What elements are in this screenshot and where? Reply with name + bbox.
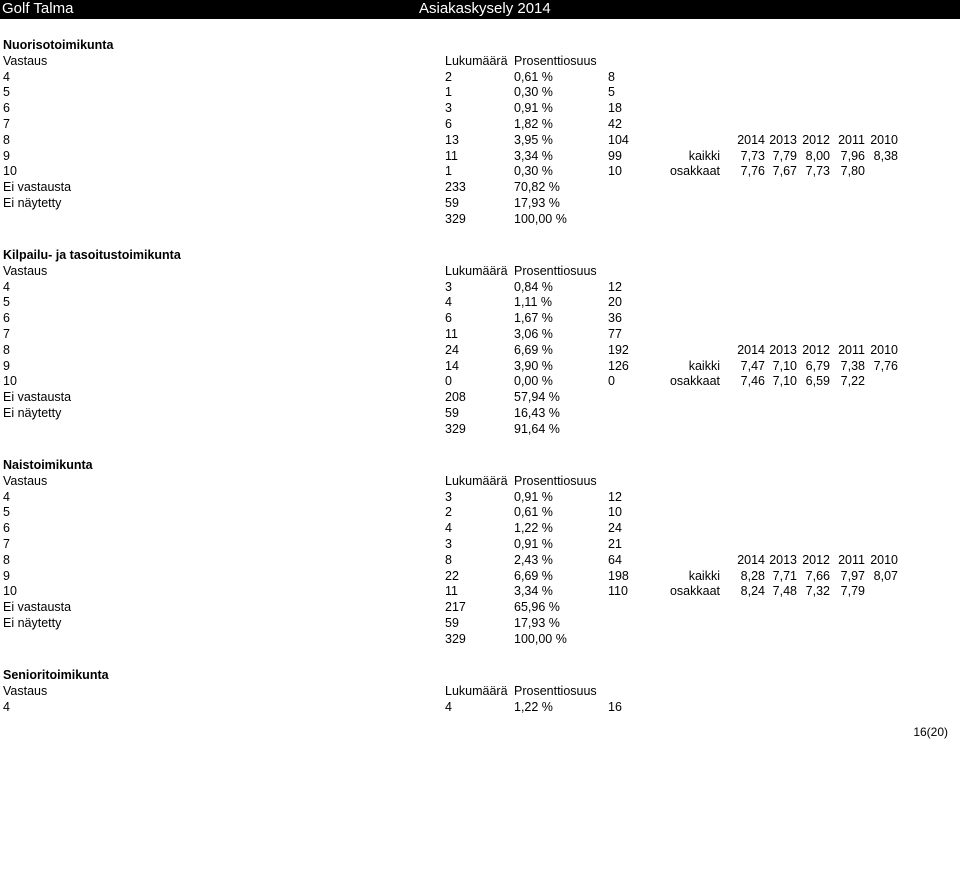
score-sum-cell: 18 [608,101,622,116]
year-header-cell: 2011 [838,132,865,147]
percent-cell: 6,69 % [514,568,553,583]
header-vastaus: Vastaus [3,263,48,278]
year-header-cell: 2011 [838,342,865,357]
header-vastaus: Vastaus [3,473,48,488]
table-row [0,280,960,296]
answer-cell: 6 [3,521,10,536]
count-cell: 233 [445,180,466,195]
count-cell: 14 [445,358,459,373]
table-row [0,600,960,616]
average-cell: 7,96 [840,148,865,163]
table-row [0,374,960,390]
table-row [0,505,960,521]
column-header-row [0,54,960,70]
header-lukumaara: Lukumäärä [445,53,508,68]
table-row [0,196,960,212]
percent-cell: 0,30 % [514,85,553,100]
table-row [0,85,960,101]
count-cell: 22 [445,568,459,583]
answer-cell: Ei vastausta [3,390,72,405]
column-header-row [0,474,960,490]
average-cell: 7,80 [840,164,865,179]
answer-cell: 6 [3,311,10,326]
header-prosenttiosuus: Prosenttiosuus [514,683,597,698]
section-title: Naistoimikunta [3,458,93,472]
column-header-row [0,684,960,700]
count-cell: 4 [445,521,452,536]
count-cell: 6 [445,311,452,326]
score-sum-cell: 10 [608,505,622,520]
table-row [0,700,960,716]
answer-cell: 8 [3,132,10,147]
table-row [0,327,960,343]
score-sum-cell: 12 [608,279,622,294]
table-row [0,632,960,648]
year-header-cell: 2012 [802,552,830,567]
percent-cell: 91,64 % [514,421,560,436]
score-sum-cell: 20 [608,295,622,310]
count-cell: 2 [445,69,452,84]
year-header-cell: 2014 [737,342,765,357]
score-sum-cell: 0 [608,374,615,389]
percent-cell: 0,61 % [514,505,553,520]
answer-cell: Ei näytetty [3,616,62,630]
table-row [0,70,960,86]
count-cell: 11 [445,148,458,163]
answer-cell: 10 [3,584,17,599]
table-row [0,553,960,569]
score-sum-cell: 36 [608,311,622,326]
answer-cell: 9 [3,568,10,583]
average-cell: 7,32 [805,584,830,599]
table-row [0,133,960,149]
average-cell: 7,22 [840,374,865,389]
score-sum-cell: 8 [608,69,615,84]
count-cell: 11 [445,327,458,341]
count-cell: 8 [445,552,452,567]
table-row [0,521,960,537]
answer-cell: 5 [3,295,10,310]
count-cell: 3 [445,279,452,294]
score-sum-cell: 110 [608,584,628,599]
year-header-cell: 2014 [737,552,765,567]
percent-cell: 0,84 % [514,279,553,294]
score-sum-cell: 192 [608,342,629,357]
header-vastaus: Vastaus [3,53,48,68]
table-row [0,569,960,585]
average-cell: 7,38 [840,358,865,373]
percent-cell: 3,95 % [514,132,553,147]
year-header-cell: 2013 [769,132,797,147]
count-cell: 59 [445,616,459,630]
count-cell: 24 [445,342,459,357]
percent-cell: 0,00 % [514,374,553,389]
percent-cell: 100,00 % [514,631,567,646]
count-cell: 13 [445,132,459,147]
top-bar [0,0,960,19]
section-title: Senioritoimikunta [3,668,109,682]
score-sum-cell: 77 [608,327,622,341]
year-header-cell: 2010 [870,552,898,567]
average-cell: 7,73 [740,148,765,163]
table-row [0,212,960,228]
year-header-cell: 2014 [737,132,765,147]
count-cell: 4 [445,699,452,714]
count-cell: 1 [445,164,452,179]
average-cell: 7,67 [772,164,797,179]
percent-cell: 1,67 % [514,311,553,326]
percent-cell: 3,34 % [514,584,553,599]
average-cell: 8,38 [873,148,898,163]
answer-cell: 5 [3,505,10,520]
group-label-kaikki: kaikki [688,358,720,373]
score-sum-cell: 24 [608,521,622,536]
percent-cell: 0,91 % [514,101,553,116]
score-sum-cell: 64 [608,552,622,567]
table-row [0,101,960,117]
count-cell: 217 [445,600,466,615]
table-row [0,164,960,180]
section-title: Kilpailu- ja tasoitustoimikunta [3,248,181,262]
count-cell: 6 [445,117,452,131]
average-cell: 7,71 [772,568,797,583]
percent-cell: 1,22 % [514,521,553,536]
answer-cell: Ei näytetty [3,196,62,210]
year-header-cell: 2012 [802,342,830,357]
count-cell: 329 [445,421,466,436]
percent-cell: 1,22 % [514,699,553,714]
table-row [0,180,960,196]
answer-cell: Ei vastausta [3,180,72,195]
score-sum-cell: 12 [608,489,622,504]
average-cell: 8,28 [740,568,765,583]
percent-cell: 1,11 % [514,295,552,310]
percent-cell: 2,43 % [514,552,553,567]
answer-cell: 4 [3,489,10,504]
score-sum-cell: 16 [608,699,622,714]
table-row [0,149,960,165]
answer-cell: 9 [3,148,10,163]
answer-cell: 5 [3,85,10,100]
year-header-cell: 2010 [870,342,898,357]
table-row [0,422,960,438]
table-row [0,490,960,506]
table-row [0,295,960,311]
header-lukumaara: Lukumäärä [445,683,508,698]
year-header-cell: 2013 [769,342,797,357]
average-cell: 7,76 [873,358,898,373]
percent-cell: 65,96 % [514,600,560,615]
count-cell: 4 [445,295,452,310]
average-cell: 7,76 [740,164,765,179]
average-cell: 7,97 [840,568,865,583]
answer-cell: Ei näytetty [3,406,62,420]
app-title: Golf Talma [2,0,74,17]
survey-section [0,248,960,458]
percent-cell: 3,06 % [514,327,553,341]
count-cell: 2 [445,505,452,520]
answer-cell: 6 [3,101,10,116]
average-cell: 6,79 [805,358,830,373]
group-label-osakkaat: osakkaat [669,374,720,389]
answer-cell: 4 [3,279,10,294]
percent-cell: 17,93 % [514,196,560,210]
score-sum-cell: 126 [608,358,629,373]
average-cell: 7,10 [772,374,797,389]
average-cell: 7,47 [740,358,765,373]
answer-cell: 10 [3,374,17,389]
answer-cell: 7 [3,117,10,131]
year-header-cell: 2013 [769,552,797,567]
header-prosenttiosuus: Prosenttiosuus [514,263,597,278]
count-cell: 3 [445,489,452,504]
score-sum-cell: 21 [608,537,622,551]
count-cell: 208 [445,390,466,405]
table-row [0,117,960,133]
header-prosenttiosuus: Prosenttiosuus [514,53,597,68]
average-cell: 7,79 [840,584,865,599]
percent-cell: 17,93 % [514,616,560,630]
table-row [0,359,960,375]
answer-cell: 4 [3,69,10,84]
group-label-osakkaat: osakkaat [669,164,720,179]
year-header-cell: 2012 [802,132,830,147]
table-row [0,616,960,632]
count-cell: 329 [445,631,466,646]
page-number: 16(20) [913,725,948,739]
score-sum-cell: 104 [608,132,629,147]
average-cell: 7,46 [740,374,765,389]
count-cell: 329 [445,211,466,226]
table-row [0,537,960,553]
percent-cell: 16,43 % [514,406,560,420]
table-row [0,390,960,406]
average-cell: 7,48 [772,584,797,599]
answer-cell: 10 [3,164,17,179]
score-sum-cell: 42 [608,117,622,131]
percent-cell: 100,00 % [514,211,567,226]
section-title: Nuorisotoimikunta [3,38,114,52]
percent-cell: 57,94 % [514,390,560,405]
percent-cell: 1,82 % [514,117,553,131]
year-header-cell: 2011 [838,552,865,567]
percent-cell: 0,61 % [514,69,553,84]
column-header-row [0,264,960,280]
average-cell: 7,10 [772,358,797,373]
percent-cell: 3,90 % [514,358,553,373]
score-sum-cell: 99 [608,148,622,163]
score-sum-cell: 5 [608,85,615,100]
average-cell: 7,66 [805,568,830,583]
count-cell: 1 [445,85,452,100]
percent-cell: 0,91 % [514,489,553,504]
table-row [0,584,960,600]
group-label-kaikki: kaikki [688,568,720,583]
group-label-kaikki: kaikki [688,148,720,163]
score-sum-cell: 10 [608,164,622,179]
answer-cell: 9 [3,358,10,373]
survey-section [0,458,960,668]
answer-cell: 7 [3,327,10,341]
answer-cell: 8 [3,552,10,567]
average-cell: 8,07 [873,568,898,583]
count-cell: 3 [445,537,452,551]
percent-cell: 0,91 % [514,537,553,551]
count-cell: 59 [445,406,459,420]
score-sum-cell: 198 [608,568,629,583]
count-cell: 59 [445,196,459,210]
percent-cell: 0,30 % [514,164,553,179]
table-row [0,311,960,327]
average-cell: 7,73 [805,164,830,179]
year-header-cell: 2010 [870,132,898,147]
percent-cell: 6,69 % [514,342,553,357]
percent-cell: 70,82 % [514,180,560,195]
survey-section [0,668,960,878]
survey-section [0,38,960,248]
table-row [0,343,960,359]
group-label-osakkaat: osakkaat [669,584,720,599]
percent-cell: 3,34 % [514,148,553,163]
answer-cell: Ei vastausta [3,600,72,615]
average-cell: 8,24 [740,584,765,599]
table-row [0,406,960,422]
header-lukumaara: Lukumäärä [445,473,508,488]
header-prosenttiosuus: Prosenttiosuus [514,473,597,488]
count-cell: 3 [445,101,452,116]
answer-cell: 8 [3,342,10,357]
average-cell: 7,79 [772,148,797,163]
count-cell: 11 [445,584,458,599]
answer-cell: 7 [3,537,10,551]
header-vastaus: Vastaus [3,683,48,698]
document-title: Asiakaskysely 2014 [419,0,551,17]
header-lukumaara: Lukumäärä [445,263,508,278]
count-cell: 0 [445,374,452,389]
answer-cell: 4 [3,699,10,714]
average-cell: 8,00 [805,148,830,163]
average-cell: 6,59 [805,374,830,389]
